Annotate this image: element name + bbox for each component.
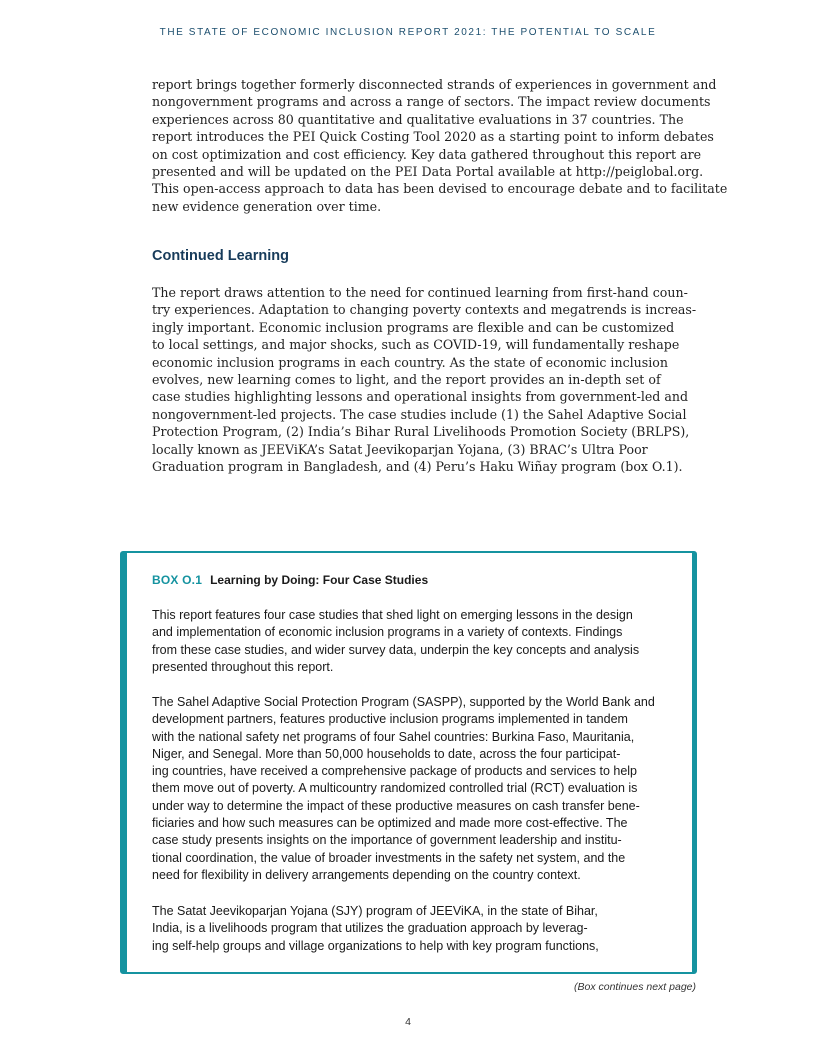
box-paragraph-2 xyxy=(152,694,677,884)
section-paragraph xyxy=(152,284,697,475)
text-line: case studies highlighting lessons and operational insights from government-led and xyxy=(152,389,689,405)
text-line: Graduation program in Bangladesh, and (4) Peru’s Haku Wiñay program (box O.1). xyxy=(152,459,683,475)
text-line: report brings together formerly disconnected strands of experiences in government and xyxy=(152,77,717,92)
text-line: new evidence generation over time. xyxy=(152,198,382,214)
text-line: them move out of poverty. A multicountry randomized controlled trial (RCT) evaluation is xyxy=(152,781,638,796)
box-label: BOX O.1 xyxy=(152,573,203,587)
text-line: The Sahel Adaptive Social Protection Program (SASPP), supported by the World Bank and xyxy=(152,695,655,709)
text-line: The Satat Jeevikoparjan Yojana (SJY) program of JEEViKA, in the state of Bihar, xyxy=(152,904,598,918)
text-line: presented throughout this report. xyxy=(152,659,334,674)
text-line: Protection Program, (2) India’s Bihar Rural Livelihoods Promotion Society (BRLPS), xyxy=(152,424,690,440)
text-line: This open-access approach to data has been devised to encourage debate and to facilitate xyxy=(152,181,728,197)
text-line: Niger, and Senegal. More than 50,000 households to date, across the four participat- xyxy=(152,746,621,761)
text-line: India, is a livelihoods program that utilizes the graduation approach by leverag- xyxy=(152,921,588,936)
page-number: 4 xyxy=(405,1016,411,1028)
text-line: ing self-help groups and village organizations to help with key program functions, xyxy=(152,938,599,953)
box-paragraph-3 xyxy=(152,903,677,955)
text-line: to local settings, and major shocks, such as COVID-19, will fundamentally reshape xyxy=(152,337,680,353)
text-line: The report draws attention to the need for continued learning from first-hand coun- xyxy=(152,285,688,300)
running-header: THE STATE OF ECONOMIC INCLUSION REPORT 2021: THE POTENTIAL TO SCALE xyxy=(159,27,657,38)
text-line: locally known as JEEViKA’s Satat Jeevikoparjan Yojana, (3) BRAC’s Ultra Poor xyxy=(152,441,648,457)
text-line: under way to determine the impact of these productive measures on cash transfer bene- xyxy=(152,798,640,813)
text-line: tional coordination, the value of broader investments in the safety net system, and the xyxy=(152,850,626,865)
text-line: This report features four case studies that shed light on emerging lessons in the design xyxy=(152,608,633,622)
text-line: presented and will be updated on the PEI Data Portal available at http://peiglobal.org. xyxy=(152,164,704,180)
text-line: evolves, new learning comes to light, and the report provides an in-depth set of xyxy=(152,372,661,388)
text-line: experiences across 80 quantitative and qualitative evaluations in 37 countries. The xyxy=(152,111,684,127)
text-line: with the national safety net programs of four Sahel countries: Burkina Faso, Mauritania, xyxy=(152,729,635,744)
box-paragraph-1 xyxy=(152,607,677,676)
text-line: need for flexibility in delivery arrangements depending on the country context. xyxy=(152,867,581,882)
text-line: ing countries, have received a comprehensive package of products and services to help xyxy=(152,764,638,779)
text-line: and implementation of economic inclusion programs in a variety of contexts. Findings xyxy=(152,625,623,640)
text-line: economic inclusion programs in each country. As the state of economic inclusion xyxy=(152,354,668,370)
box-continues-note: (Box continues next page) xyxy=(574,981,696,993)
text-line: case study presents insights on the importance of government leadership and institu- xyxy=(152,833,622,848)
intro-paragraph xyxy=(152,76,728,215)
text-line: nongovernment programs and across a range of sectors. The impact review documents xyxy=(152,94,711,110)
text-line: try experiences. Adaptation to changing poverty contexts and megatrends is increas- xyxy=(152,302,697,318)
box-title-text: Learning by Doing: Four Case Studies xyxy=(210,573,429,587)
text-line: ingly important. Economic inclusion programs are flexible and can be customized xyxy=(152,319,675,335)
section-heading: Continued Learning xyxy=(152,248,289,264)
text-line: from these case studies, and wider survey data, underpin the key concepts and analysis xyxy=(152,642,640,657)
text-line: nongovernment-led projects. The case studies include (1) the Sahel Adaptive Social xyxy=(152,406,687,422)
text-line: development partners, features productive inclusion programs implemented in tandem xyxy=(152,712,628,727)
box-title xyxy=(152,573,428,587)
text-line: report introduces the PEI Quick Costing Tool 2020 as a starting point to inform debates xyxy=(152,129,714,145)
text-line: on cost optimization and cost efficiency. Key data gathered throughout this report are xyxy=(152,146,702,162)
text-line: ficiaries and how such measures can be optimized and made more cost-effective. The xyxy=(152,816,628,831)
